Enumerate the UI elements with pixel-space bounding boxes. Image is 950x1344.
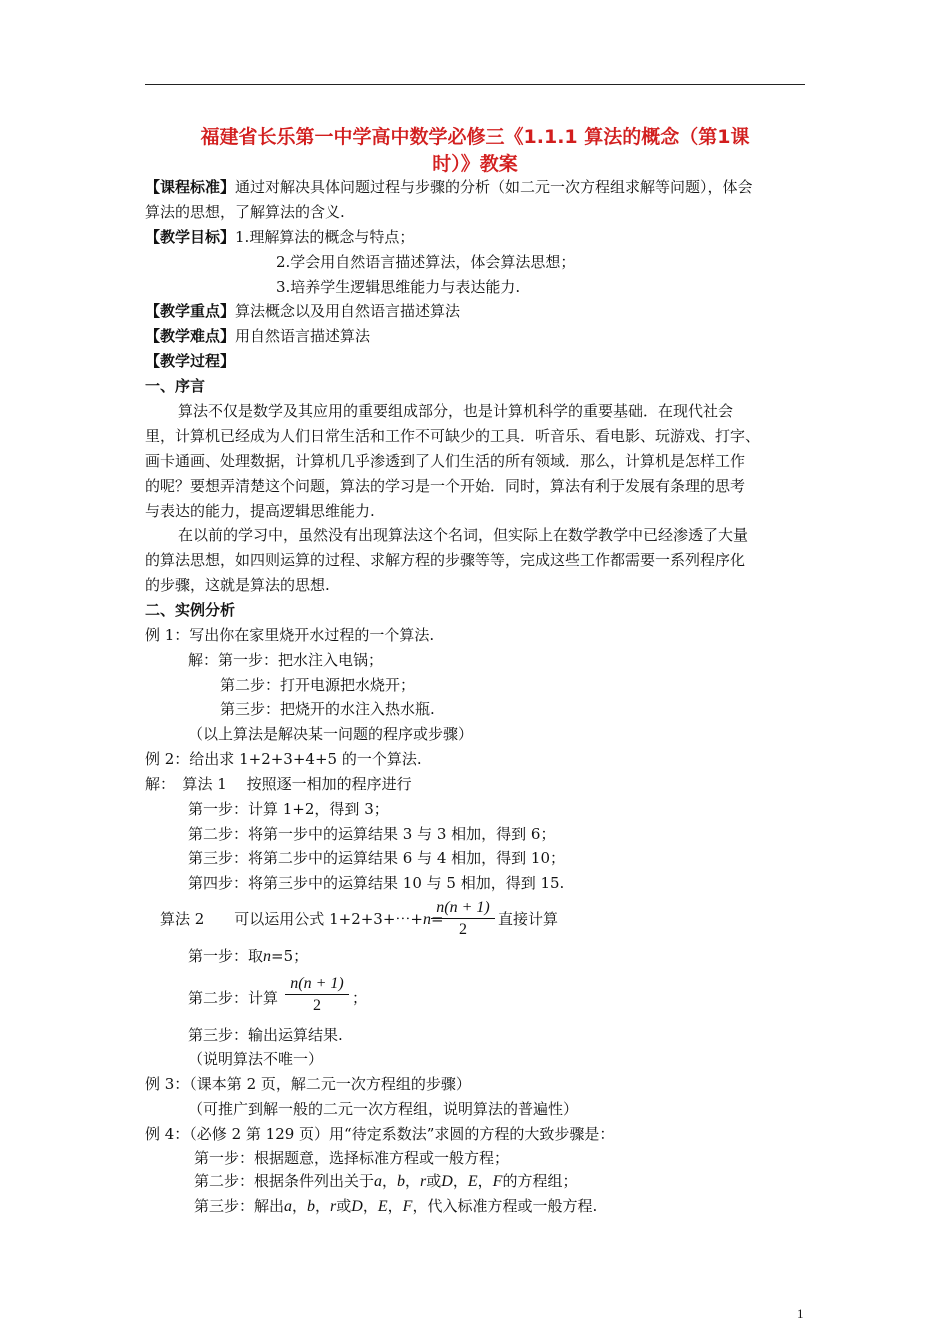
fraction-numerator: n(n + 1) (290, 975, 344, 992)
key-point-label: 【教学重点】 (145, 302, 236, 320)
goal-item: 3.培养学生逻辑思维能力与表达能力. (276, 278, 521, 296)
variable-r: r (420, 1173, 427, 1190)
variable-b: b (307, 1198, 316, 1215)
fraction-numerator: n(n + 1) (436, 899, 490, 916)
standard-text: 通过对解决具体问题过程与步骤的分析（如二元一次方程组求解等问题），体会 (235, 178, 753, 196)
key-point-line (145, 300, 460, 322)
step-text: =5； (271, 947, 309, 965)
difficulty-line (145, 325, 370, 347)
goal-item: 1.理解算法的概念与特点； (235, 228, 415, 246)
difficulty-text: 用自然语言描述算法 (235, 327, 371, 345)
algorithm2-post: 直接计算 (498, 910, 559, 928)
fraction-denominator: 2 (313, 997, 321, 1014)
algorithm2-step3: 第三步：输出运算结果. (188, 1026, 343, 1044)
example4-step2 (194, 1170, 577, 1193)
difficulty-label: 【教学难点】 (145, 327, 236, 345)
or-word: 或 (426, 1172, 442, 1190)
variable-a: a (284, 1198, 293, 1215)
separator: ， (452, 1172, 468, 1190)
example3-note: （可推广到解一般的二元一次方程组，说明算法的普遍性） (188, 1100, 579, 1118)
separator: ， (477, 1172, 493, 1190)
or-word: 或 (336, 1197, 352, 1215)
paragraph-line: 与表达的能力，提高逻辑思维能力. (145, 502, 375, 520)
paragraph-line: 在以前的学习中，虽然没有出现算法这个名词，但实际上在数学教学中已经渗透了大量 (178, 526, 749, 544)
goal-item: 2.学会用自然语言描述算法，体会算法思想； (276, 253, 576, 271)
example1-note: （以上算法是解决某一问题的程序或步骤） (188, 725, 474, 743)
goals-label: 【教学目标】 (145, 228, 236, 246)
separator: ， (405, 1172, 421, 1190)
step-text: ，代入标准方程或一般方程. (412, 1197, 598, 1215)
step-text: 的方程组； (502, 1172, 578, 1190)
variable-n: n (263, 948, 272, 965)
variable-b: b (397, 1173, 406, 1190)
variable-D: D (351, 1198, 363, 1215)
algorithm1-step: 第一步：计算 1+2，得到 3； (188, 800, 389, 818)
separator: ， (362, 1197, 378, 1215)
variable-n: n (423, 911, 431, 928)
example4-step3 (194, 1195, 597, 1218)
example2-algorithm2 (160, 908, 444, 931)
separator: ， (382, 1172, 398, 1190)
page-number: 1 (797, 1306, 804, 1321)
paragraph-line: 的呢？要想弄清楚这个问题，算法的学习是一个开始．同时，算法有利于发展有条理的思考 (145, 477, 746, 495)
section-heading: 二、实例分析 (145, 601, 236, 619)
algorithm1-step: 第四步：将第三步中的运算结果 10 与 5 相加，得到 15. (188, 874, 565, 892)
variable-a: a (374, 1173, 383, 1190)
variable-E: E (377, 1198, 388, 1215)
variable-F: F (492, 1173, 503, 1190)
example2-algorithm1: 解： 算法 1 按照逐一相加的程序进行 (145, 775, 412, 793)
algorithm2-text: 算法 2 可以运用公式 1+2+3+⋯+ (160, 910, 423, 928)
formula-fraction (285, 974, 349, 1017)
process-label: 【教学过程】 (145, 352, 236, 370)
separator: ， (387, 1197, 403, 1215)
variable-F: F (402, 1198, 413, 1215)
variable-r: r (330, 1198, 337, 1215)
separator: ， (315, 1197, 331, 1215)
example3-question: 例 3：（课本第 2 页，解二元一次方程组的步骤） (145, 1075, 471, 1093)
key-point-text: 算法概念以及用自然语言描述算法 (235, 302, 461, 320)
example1-step: 第二步：打开电源把水烧开； (220, 676, 416, 694)
algorithm2-step2: 第二步：计算 (188, 989, 279, 1007)
algorithm2-step1 (188, 945, 308, 968)
standard-line2: 算法的思想，了解算法的含义. (145, 203, 345, 221)
paragraph-line: 画卡通画、处理数据，计算机几乎渗透到了人们生活的所有领域．那么，计算机是怎样工作 (145, 452, 746, 470)
separator: ， (292, 1197, 308, 1215)
step-text: 第一步：取 (188, 947, 264, 965)
algorithm1-step: 第三步：将第二步中的运算结果 6 与 4 相加，得到 10； (188, 849, 566, 867)
equals-sign: = (431, 910, 444, 928)
example2-question: 例 2：给出求 1+2+3+4+5 的一个算法. (145, 750, 422, 768)
example1-question: 例 1：写出你在家里烧开水过程的一个算法. (145, 626, 435, 644)
paragraph-line: 里，计算机已经成为人们日常生活和工作不可缺少的工具．听音乐、看电影、玩游戏、打字、 (145, 427, 761, 445)
formula-fraction (431, 898, 495, 941)
example2-note: （说明算法不唯一） (188, 1050, 324, 1068)
standard-label: 【课程标准】 (145, 178, 236, 196)
example4-step: 第一步：根据题意，选择标准方程或一般方程； (194, 1149, 510, 1167)
document-title-line2: 时）》教案 (432, 153, 518, 175)
example1-step: 解：第一步：把水注入电锅； (188, 651, 384, 669)
step-text: 第二步：根据条件列出关于 (194, 1172, 375, 1190)
paragraph-line: 的步骤，这就是算法的思想. (145, 576, 330, 594)
header-rule (145, 84, 805, 85)
algorithm1-step: 第二步：将第一步中的运算结果 3 与 3 相加，得到 6； (188, 825, 556, 843)
document-title-line1: 福建省长乐第一中学高中数学必修三《1.1.1 算法的概念（第1课 (200, 126, 750, 148)
section-heading: 一、序言 (145, 377, 206, 395)
standard-line1 (145, 176, 753, 198)
example1-step: 第三步：把烧开的水注入热水瓶. (220, 700, 435, 718)
paragraph-line: 算法不仅是数学及其应用的重要组成部分，也是计算机科学的重要基础．在现代社会 (178, 402, 734, 420)
algorithm2-step2-end: ； (352, 989, 368, 1007)
variable-E: E (467, 1173, 478, 1190)
paragraph-line: 的算法思想，如四则运算的过程、求解方程的步骤等等，完成这些工作都需要一系列程序化 (145, 551, 746, 569)
goals-line1 (145, 226, 414, 248)
variable-D: D (441, 1173, 453, 1190)
example4-question: 例 4：（必修 2 第 129 页）用“待定系数法”求圆的方程的大致步骤是： (145, 1125, 615, 1143)
fraction-denominator: 2 (459, 921, 467, 938)
step-text: 第三步：解出 (194, 1197, 285, 1215)
